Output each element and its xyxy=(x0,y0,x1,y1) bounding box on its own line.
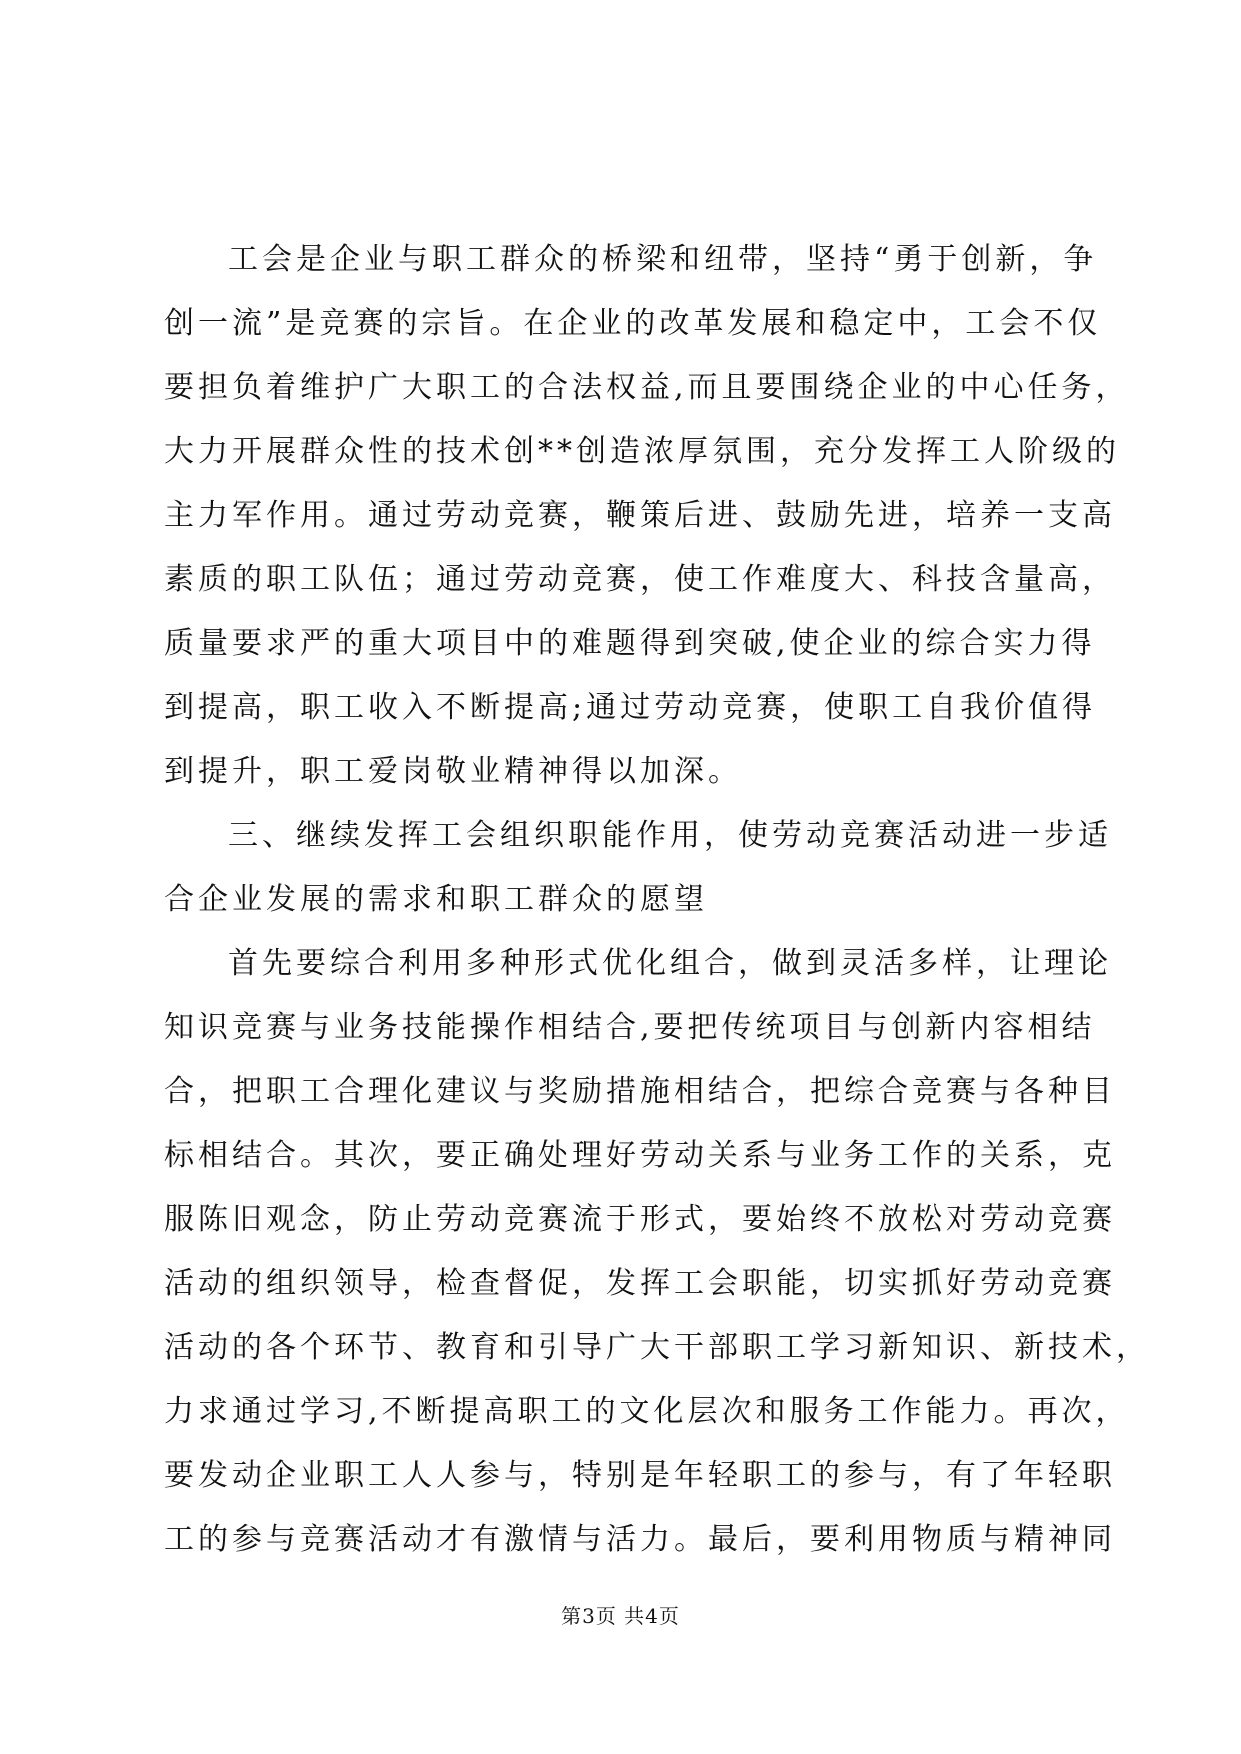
paragraph-2-line-1: 首先要综合利用多种形式优化组合，做到灵活多样，让理论 xyxy=(228,946,1112,981)
paragraph-2-line-2: 知识竞赛与业务技能操作相结合,要把传统项目与创新内容相结 xyxy=(164,1010,1096,1045)
paragraph-2-line-3: 合，把职工合理化建议与奖励措施相结合，把综合竞赛与各种目 xyxy=(164,1074,1116,1109)
paragraph-1-line-4: 大力开展群众性的技术创**创造浓厚氛围，充分发挥工人阶级的 xyxy=(164,434,1120,469)
paragraph-1-line-6: 素质的职工队伍；通过劳动竞赛，使工作难度大、科技含量高， xyxy=(164,562,1116,597)
paragraph-2-line-10: 工的参与竞赛活动才有激情与活力。最后，要利用物质与精神同 xyxy=(164,1522,1116,1557)
page-number-footer: 第3页 共4页 xyxy=(561,1604,680,1628)
paragraph-1-line-9: 到提升，职工爱岗敬业精神得以加深。 xyxy=(164,754,742,789)
paragraph-1-line-5: 主力军作用。通过劳动竞赛，鞭策后进、鼓励先进，培养一支高 xyxy=(164,498,1116,533)
paragraph-2-line-7: 活动的各个环节、教育和引导广大干部职工学习新知识、新技术， xyxy=(164,1330,1150,1365)
section-heading-line-1: 三、继续发挥工会组织职能作用，使劳动竞赛活动进一步适 xyxy=(228,818,1112,853)
paragraph-1-line-8: 到提高，职工收入不断提高;通过劳动竞赛，使职工自我价值得 xyxy=(164,690,1097,725)
paragraph-1-line-1: 工会是企业与职工群众的桥梁和纽带，坚持“勇于创新，争 xyxy=(228,242,1098,277)
paragraph-2-line-6: 活动的组织领导，检查督促，发挥工会职能，切实抓好劳动竞赛 xyxy=(164,1266,1116,1301)
document-body xyxy=(164,228,1150,1572)
paragraph-2-line-9: 要发动企业职工人人参与，特别是年轻职工的参与，有了年轻职 xyxy=(164,1458,1116,1493)
section-heading-line-2: 合企业发展的需求和职工群众的愿望 xyxy=(164,882,708,917)
paragraph-1-line-7: 质量要求严的重大项目中的难题得到突破,使企业的综合实力得 xyxy=(164,626,1096,661)
paragraph-2-line-5: 服陈旧观念，防止劳动竞赛流于形式，要始终不放松对劳动竞赛 xyxy=(164,1202,1116,1237)
paragraph-2-line-8: 力求通过学习,不断提高职工的文化层次和服务工作能力。再次， xyxy=(164,1394,1130,1429)
paragraph-1-line-3: 要担负着维护广大职工的合法权益,而且要围绕企业的中心任务， xyxy=(164,370,1130,405)
paragraph-1-line-2: 创一流”是竞赛的宗旨。在企业的改革发展和稳定中，工会不仅 xyxy=(164,306,1102,341)
paragraph-2-line-4: 标相结合。其次，要正确处理好劳动关系与业务工作的关系，克 xyxy=(164,1138,1116,1173)
